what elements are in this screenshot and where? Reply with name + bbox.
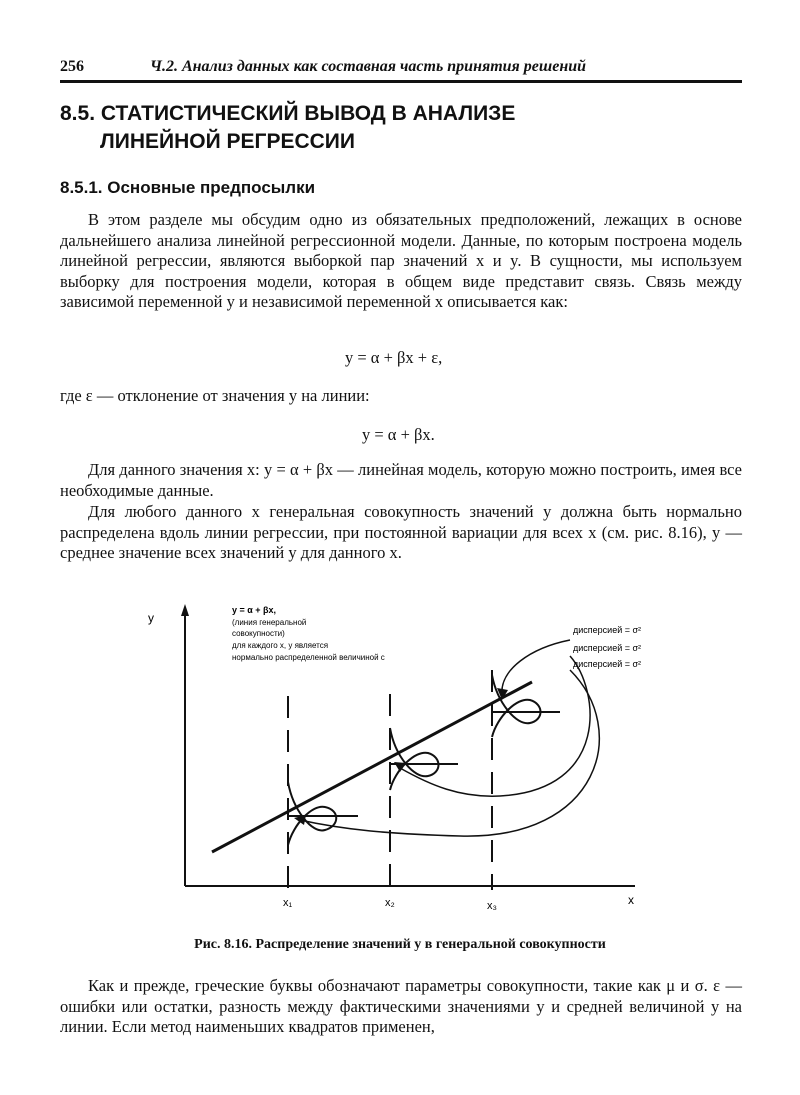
figure-caption: Рис. 8.16. Распределение значений y в генеральной совокупности [194, 937, 606, 952]
running-header [60, 58, 742, 83]
x-tick-3: x₃ [487, 900, 497, 912]
paragraph-linear-model: Для данного значения x: y = α + βx — линейная модель, которую можно построить, имея все необходимые данные. [60, 460, 742, 500]
normal-curve-x2 [390, 728, 439, 790]
x-tick-1: x₁ [283, 897, 293, 909]
line-label-4: для каждого x, y является [232, 641, 329, 650]
line-label-5: нормально распределенной величиной с [232, 653, 385, 662]
formula-regression-line: y = α + βx. [362, 425, 435, 444]
variance-arrow-1 [300, 670, 599, 836]
line-label-3: совокупности) [232, 629, 285, 638]
paragraph-greek-letters: Как и прежде, греческие буквы обозначают параметры совокупности, такие как μ и σ. ε — ошибки или остатки, разность между фактическими значениями y и средней величиной y на линии. Если метод наименьших квадратов применен, [60, 976, 742, 1036]
section-title [60, 100, 660, 156]
paragraph-epsilon: где ε — отклонение от значения y на линии: [60, 386, 370, 405]
page-number: 256 [60, 58, 84, 75]
regression-distribution-diagram [130, 590, 690, 920]
section-title-line-2: ЛИНЕЙНОЙ РЕГРЕССИИ [100, 130, 355, 153]
variance-label-2: дисперсией = σ² [573, 643, 642, 653]
variance-arrow-3 [502, 640, 570, 694]
paragraph-intro: В этом разделе мы обсудим одно из обязательных предположений, лежащих в основе дальнейшего анализа линейной регрессионной модели. Данные, по которым построена модель линейной регрессии, являются выборкой пар значений x и y. В сущности, мы используем выборку для построения модели, которая в общем виде представит связь. Связь между зависимой переменной y и независимой переменной x описывается как: [60, 210, 742, 311]
formula-model-with-error: y = α + βx + ε, [345, 348, 443, 367]
x-axis-label: x [628, 893, 634, 907]
variance-label-1: дисперсией = σ² [573, 625, 642, 635]
variance-label-3: дисперсией = σ² [573, 659, 642, 669]
section-title-line-1: 8.5. СТАТИСТИЧЕСКИЙ ВЫВОД В АНАЛИЗЕ [60, 102, 516, 125]
line-label-2: (линия генеральной [232, 618, 307, 627]
figure-8-16 [130, 590, 690, 920]
y-axis-arrow [181, 604, 189, 616]
x-tick-2: x₂ [385, 897, 395, 909]
subsection-title: 8.5.1. Основные предпосылки [60, 178, 316, 197]
normal-curve-x3 [492, 675, 541, 737]
y-axis-label: y [148, 611, 154, 625]
running-title: Ч.2. Анализ данных как составная часть принятия решений [150, 58, 586, 75]
regression-line [212, 682, 532, 852]
line-label-1: y = α + βx, [232, 605, 277, 615]
paragraph-normal-distribution: Для любого данного x генеральная совокупность значений y должна быть нормально распределена вдоль линии регрессии, при постоянной вариации для всех x (см. рис. 8.16), y — среднее значение всех значений y для данного x. [60, 502, 742, 562]
